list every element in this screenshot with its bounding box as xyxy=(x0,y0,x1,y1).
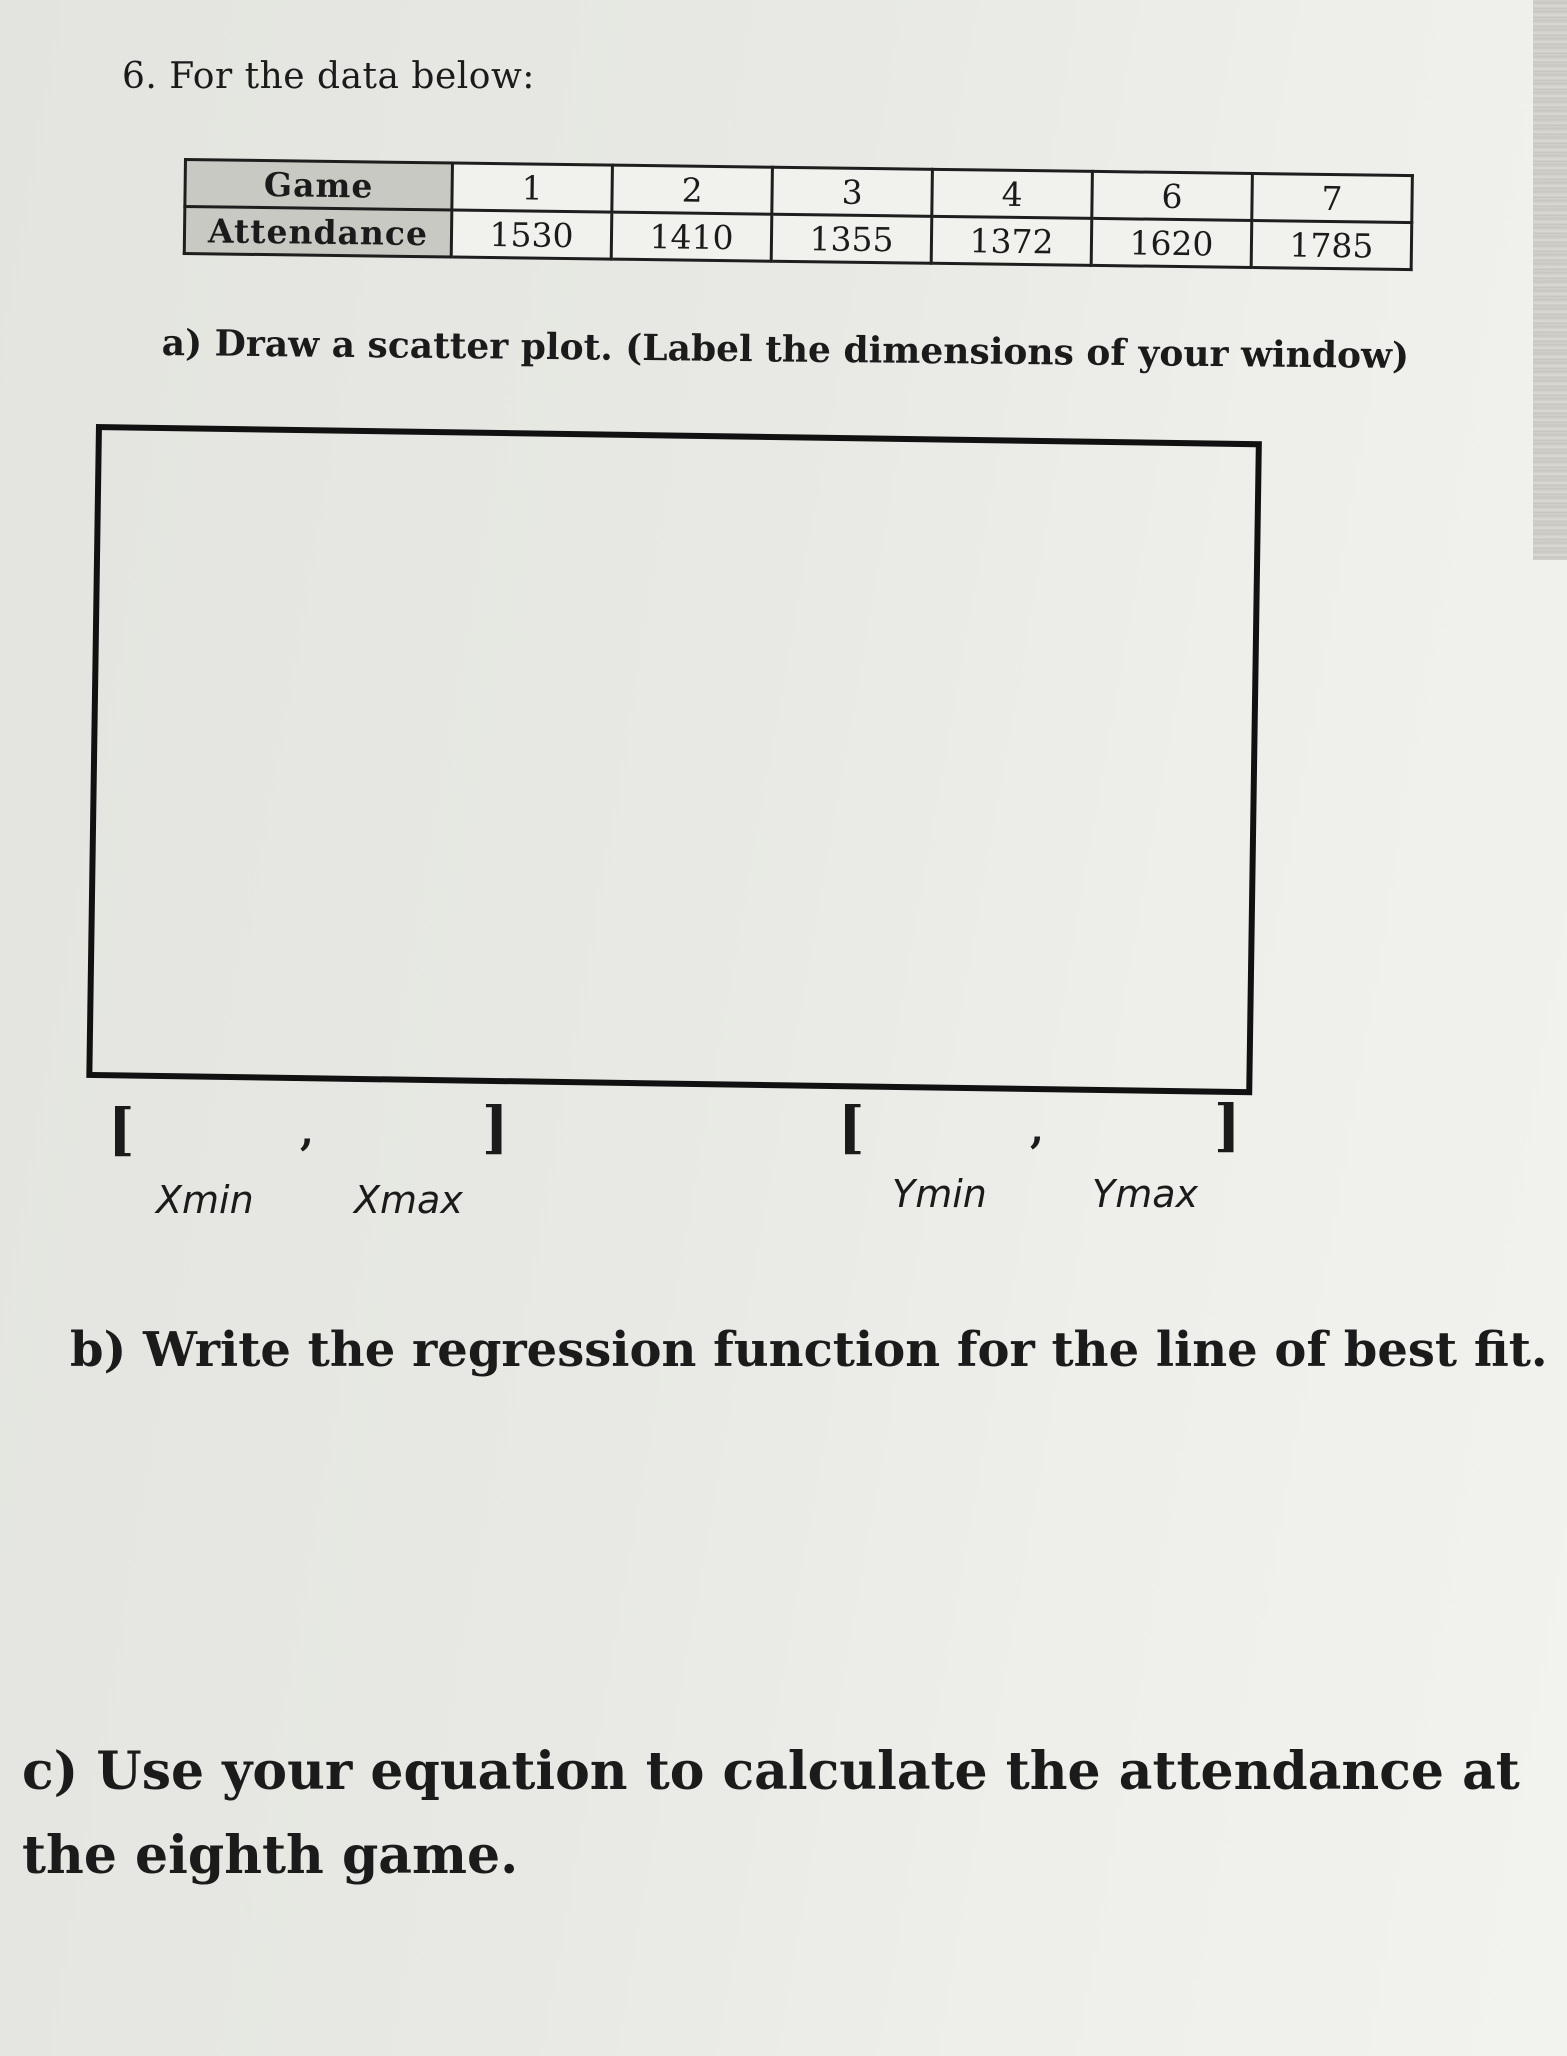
y-comma: , xyxy=(1030,1106,1044,1153)
xmin-label: Xmin xyxy=(156,1178,254,1222)
table-cell-game: 3 xyxy=(772,167,933,216)
question-title: 6. For the data below: xyxy=(122,56,535,97)
x-close-bracket: ] xyxy=(482,1095,509,1161)
table-cell-attendance: 1785 xyxy=(1251,220,1412,269)
page-edge-shadow xyxy=(1533,0,1567,560)
scatter-plot-box[interactable] xyxy=(86,424,1262,1095)
table-cell-game: 6 xyxy=(1092,171,1253,220)
y-close-bracket: ] xyxy=(1214,1093,1241,1159)
ymax-label: Ymax xyxy=(1092,1172,1199,1216)
table-cell-game: 4 xyxy=(932,169,1093,218)
xmax-label: Xmax xyxy=(354,1178,463,1222)
y-open-bracket: [ xyxy=(838,1095,865,1161)
part-a-prompt: a) Draw a scatter plot. (Label the dimensions of your window) xyxy=(161,322,1410,378)
part-c-prompt: c) Use your equation to calculate the attendance at the eighth game. xyxy=(22,1741,1520,1886)
table-cell-attendance: 1372 xyxy=(931,216,1092,265)
table-cell-game: 7 xyxy=(1252,173,1413,222)
table-cell-game: 1 xyxy=(452,163,613,212)
x-open-bracket: [ xyxy=(108,1097,135,1163)
table-cell-attendance: 1530 xyxy=(451,210,612,259)
ymin-label: Ymin xyxy=(892,1172,987,1216)
data-table xyxy=(183,158,1414,271)
table-header-attendance: Attendance xyxy=(184,207,452,257)
table-cell-attendance: 1355 xyxy=(771,214,932,263)
table-header-game: Game xyxy=(185,160,453,210)
table-cell-game: 2 xyxy=(612,165,773,214)
table-cell-attendance: 1410 xyxy=(611,212,772,261)
part-b-prompt: b) Write the regression function for the line of best fit. xyxy=(70,1322,1548,1378)
x-comma: , xyxy=(300,1108,314,1155)
table-cell-attendance: 1620 xyxy=(1091,218,1252,267)
